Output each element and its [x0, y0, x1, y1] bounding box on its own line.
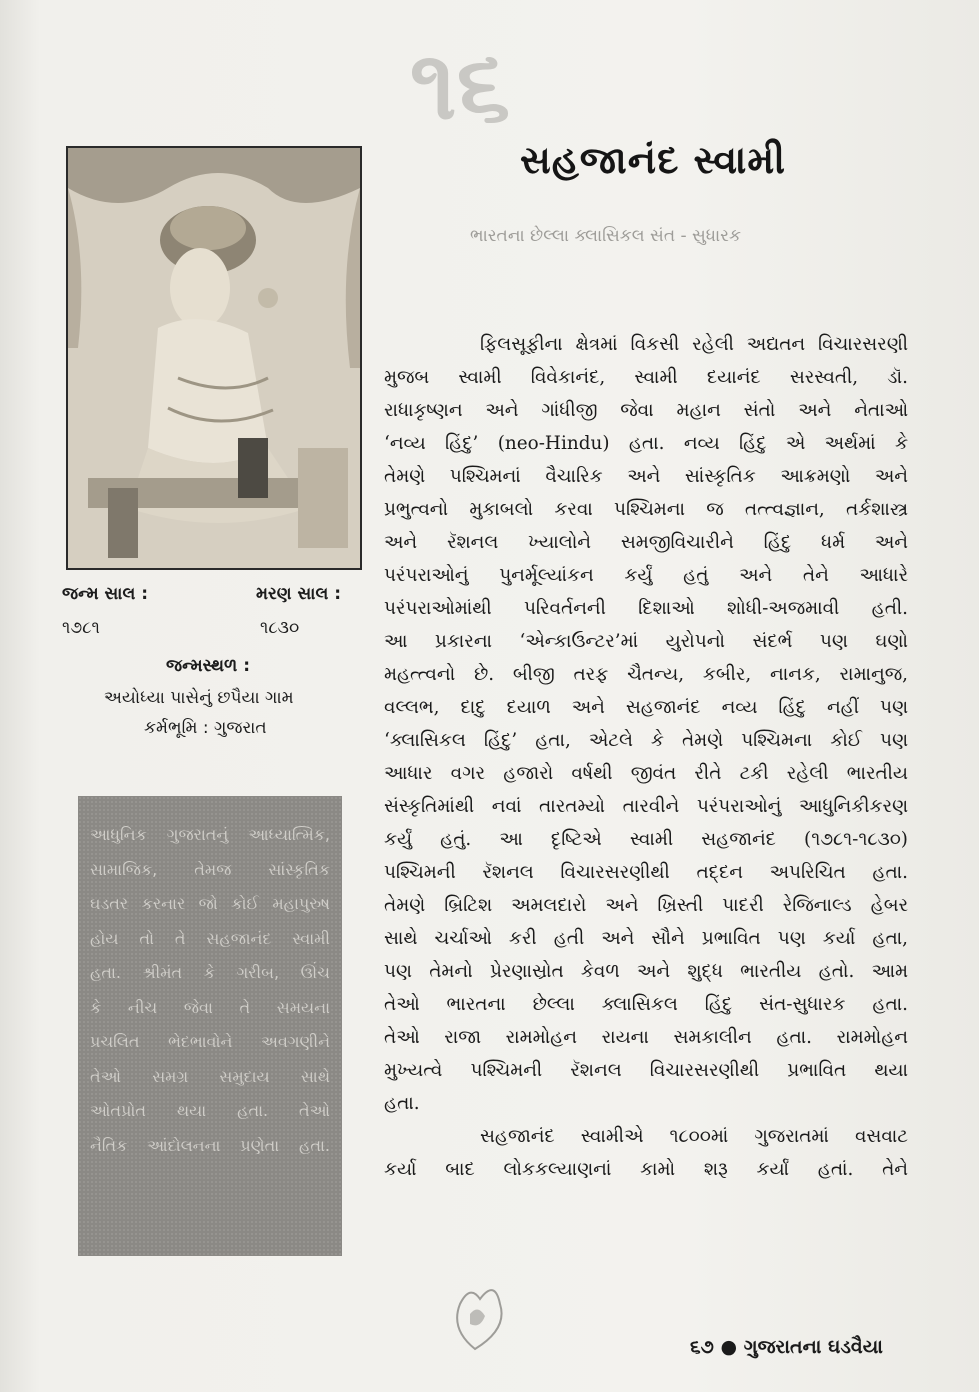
- page-title: સહજાનંદ સ્વામી: [520, 138, 787, 182]
- birth-year-label: જન્મ સાલ :: [62, 584, 149, 604]
- quote-line: પ્રચલિત ભેદભાવોને અવગણીને: [90, 1032, 330, 1051]
- body-line: સંસ્કૃતિમાંથી નવાં તારતમ્યો તારવીને પરંપરાઓનું આધુનિકીકરણ: [384, 796, 908, 817]
- body-line: વલ્લભ, દાદુ દયાળ અને સહજાનંદ નવ્ય હિંદુ નહીં પણ: [384, 697, 908, 718]
- body-line: તેઓ ભારતના છેલ્લા ક્લાસિકલ હિંદુ સંત-સુધારક હતા.: [384, 994, 908, 1015]
- body-line: પરંપરાઓમાંથી પરિવર્તનની દિશાઓ શોધી-અજમાવી હતી.: [384, 598, 908, 619]
- body-line: તેમણે પશ્ચિમનાં વૈચારિક અને સાંસ્કૃતિક આક્રમણો અને: [384, 466, 908, 487]
- body-line: હતા.: [384, 1093, 420, 1114]
- quote-line: ઘડતર કરનાર જો કોઈ મહાપુરુષ: [90, 894, 330, 913]
- portrait-illustration: [68, 148, 360, 568]
- quote-line: નૈતિક આંદોલનના પ્રણેતા હતા.: [90, 1135, 330, 1155]
- quote-line: કે નીચ જેવા તે સમયના: [90, 997, 330, 1017]
- body-text: [384, 328, 908, 1186]
- death-year-label: મરણ સાલ :: [256, 584, 342, 604]
- quote-line: હતા. શ્રીમંત કે ગરીબ, ઊંચ: [90, 963, 330, 982]
- body-line: કર્યા બાદ લોકકલ્યાણનાં કામો શરૂ કર્યાં હતાં. તેને: [384, 1159, 908, 1180]
- body-line: ‘નવ્ય હિંદુ’ (neo-Hindu) હતા. નવ્ય હિંદુ એ અર્થમાં કે: [384, 433, 908, 454]
- body-line: ફિલસૂફીના ક્ષેત્રમાં વિકસી રહેલી અદ્યતન વિચારસરણી: [480, 334, 908, 355]
- quote-line: આધુનિક ગુજરાતનું આધ્યાત્મિક,: [90, 825, 330, 844]
- quote-line: ઓતપ્રોત થયા હતા. તેઓ: [90, 1101, 330, 1120]
- page-number: ૬૭: [690, 1336, 714, 1358]
- footer-separator: ●: [720, 1336, 738, 1358]
- body-line: તેમણે બ્રિટિશ અમલદારો અને ખ્રિસ્તી પાદરી રેજિનાલ્ડ હેબર: [384, 895, 908, 916]
- body-line: રાધાકૃષ્ણન અને ગાંધીજી જેવા મહાન સંતો અને નેતાઓ: [384, 400, 908, 421]
- quote-line: તેઓ સમગ્ર સમુદાય સાથે: [90, 1066, 330, 1086]
- chapter-number: ૧૬: [409, 28, 511, 141]
- body-line: આ પ્રકારના ‘એન્કાઉન્ટર’માં યુરોપનો સંદર્ભ પણ ઘણો: [384, 631, 908, 652]
- body-line: તેઓ રાજા રામમોહન રાયના સમકાલીન હતા. રામમોહન: [384, 1027, 908, 1048]
- death-year: ૧૮૩૦: [260, 618, 300, 638]
- birthplace-label: જન્મસ્થળ :: [166, 656, 251, 676]
- body-line: મહત્ત્વનો છે. બીજી તરફ ચૈતન્ય, કબીર, નાનક, રામાનુજ,: [384, 664, 908, 685]
- page-subtitle: ભારતના છેલ્લા ક્લાસિકલ સંત - સુધારક: [470, 226, 741, 246]
- body-line: મુખ્યત્વે પશ્ચિમની રૅશનલ વિચારસરણીથી પ્રભાવિત થયા: [384, 1060, 908, 1081]
- birthplace: અયોધ્યા પાસેનું છપૈયા ગામ: [104, 688, 294, 708]
- body-line: પરંપરાઓનું પુનર્મૂલ્યાંકન કર્યું હતું અને તેને આધારે: [384, 565, 908, 586]
- quote-line: હોય તો તે સહજાનંદ સ્વામી: [90, 928, 330, 948]
- quote-line: સામાજિક, તેમજ સાંસ્કૃતિક: [90, 859, 330, 879]
- body-line: પ્રભુત્વનો મુકાબલો કરવા પશ્ચિમના જ તત્ત્વજ્ઞાન, તર્કશાસ્ત્ર: [384, 499, 908, 520]
- body-line: સાથે ચર્ચાઓ કરી હતી અને સૌને પ્રભાવિત પણ કર્યા હતા,: [384, 928, 908, 949]
- body-line: પશ્ચિમની રૅશનલ વિચારસરણીથી તદ્દન અપરિચિત હતા.: [384, 862, 908, 883]
- portrait-image: [66, 146, 362, 570]
- body-line: સહજાનંદ સ્વામીએ ૧૮૦૦માં ગુજરાતમાં વસવાટ: [480, 1126, 908, 1147]
- body-line: કર્યું હતું. આ દૃષ્ટિએ સ્વામી સહજાનંદ (૧૭૮૧-૧૮૩૦): [384, 829, 908, 850]
- flower-ornament-icon: [440, 1274, 510, 1354]
- page-footer: [690, 1336, 920, 1358]
- quote-box: [78, 796, 342, 1256]
- body-line: અને રૅશનલ ખ્યાલોને સમજીવિચારીને હિંદુ ધર્મ અને: [384, 532, 908, 553]
- body-line: પણ તેમનો પ્રેરણાસ્રોત કેવળ અને શુદ્ધ ભારતીય હતો. આમ: [384, 961, 908, 982]
- body-line: મુજબ સ્વામી વિવેકાનંદ, સ્વામી દયાનંદ સરસ્વતી, ડૉ.: [384, 367, 908, 388]
- workplace: કર્મભૂમિ : ગુજરાત: [144, 718, 267, 738]
- book-title: ગુજરાતના ઘડવૈયા: [743, 1336, 883, 1358]
- birth-year: ૧૭૮૧: [62, 618, 100, 638]
- body-line: આધાર વગર હજારો વર્ષથી જીવંત રીતે ટકી રહેલી ભારતીય: [384, 763, 908, 784]
- body-line: ‘ક્લાસિકલ હિંદુ’ હતા, એટલે કે તેમણે પશ્ચિમના કોઈ પણ: [384, 730, 908, 751]
